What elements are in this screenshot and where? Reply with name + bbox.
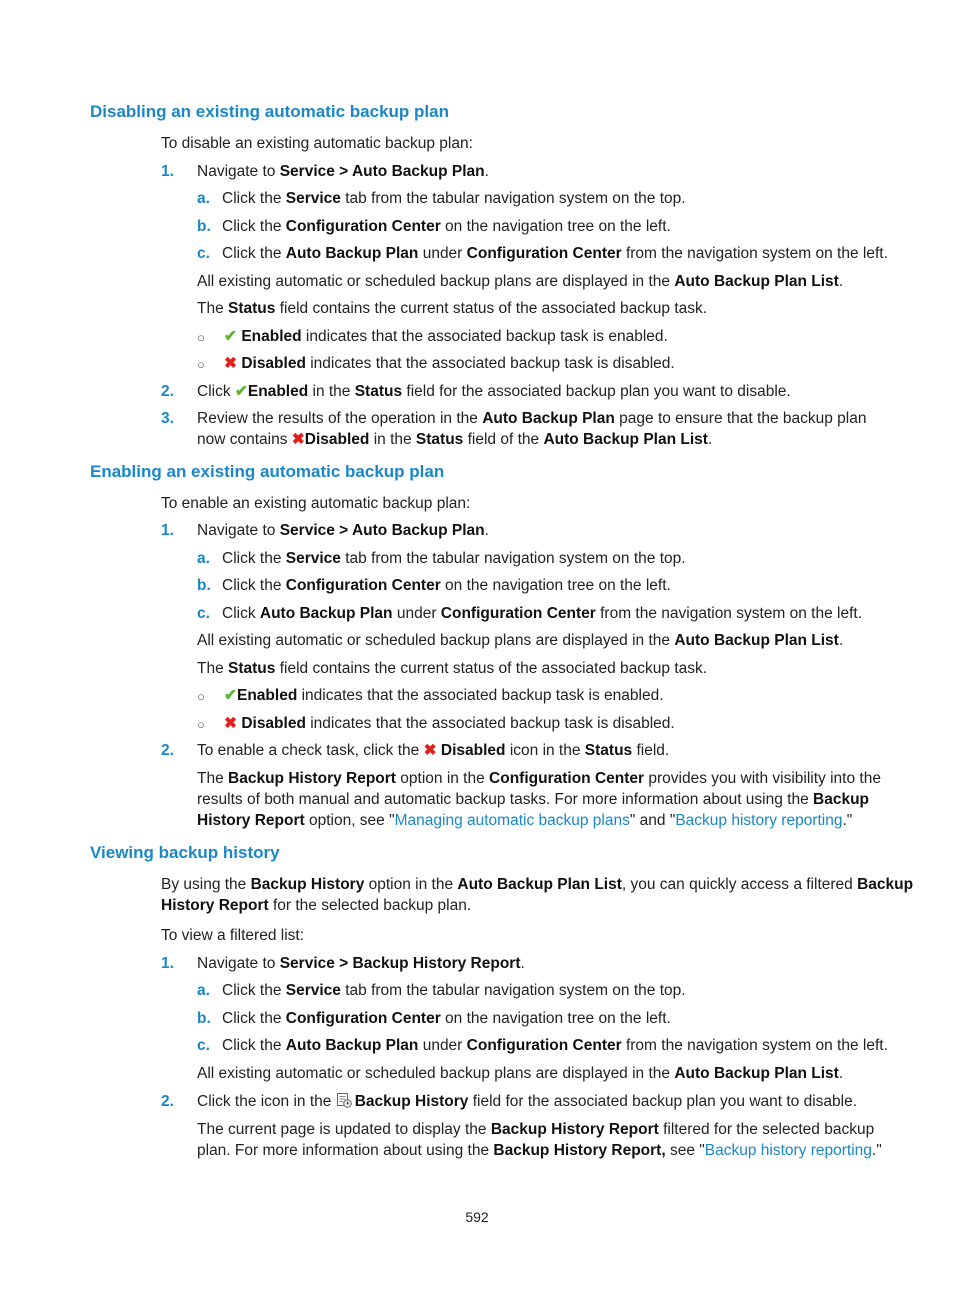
paragraph: The Status field contains the current status of the associated backup task.: [197, 660, 708, 677]
paragraph: All existing automatic or scheduled backup plans are displayed in the Auto Backup Plan List.: [197, 632, 844, 649]
step-number: 2.: [161, 1093, 174, 1110]
substep-a-text: Click the Service tab from the tabular navigation system on the top.: [222, 982, 686, 999]
step-number: 1.: [161, 522, 174, 539]
bullet-icon: ○: [197, 689, 205, 704]
substep-letter: a.: [197, 190, 210, 207]
substep-b-text: Click the Configuration Center on the navigation tree on the left.: [222, 1010, 671, 1027]
substep-c-text: Click the Auto Backup Plan under Configuration Center from the navigation system on the left.: [222, 245, 888, 262]
intro-text: To disable an existing automatic backup plan:: [161, 135, 473, 152]
step-1-text: Navigate to Service > Auto Backup Plan.: [197, 163, 489, 180]
paragraph: History Report for the selected backup plan.: [161, 897, 472, 914]
step-number: 2.: [161, 383, 174, 400]
substep-b-text: Click the Configuration Center on the navigation tree on the left.: [222, 218, 671, 235]
section-heading-enabling: Enabling an existing automatic backup plan: [90, 462, 445, 481]
substep-letter: c.: [197, 245, 210, 262]
cross-icon: ✖: [224, 715, 237, 732]
paragraph: By using the Backup History option in the Auto Backup Plan List, you can quickly access a filtered Backup: [161, 876, 914, 893]
cross-icon: ✖: [423, 742, 437, 759]
section-heading-viewing: Viewing backup history: [90, 843, 280, 862]
paragraph: All existing automatic or scheduled backup plans are displayed in the Auto Backup Plan List.: [197, 1065, 844, 1082]
bullet-enabled: ✔Enabled indicates that the associated backup task is enabled.: [224, 687, 664, 704]
bullet-icon: ○: [197, 330, 205, 345]
step-3-text-line2: now contains ✖Disabled in the Status field of the Auto Backup Plan List.: [197, 431, 713, 448]
paragraph: The Status field contains the current status of the associated backup task.: [197, 300, 708, 317]
substep-letter: b.: [197, 1010, 211, 1027]
substep-letter: a.: [197, 550, 210, 567]
step-1-text: Navigate to Service > Auto Backup Plan.: [197, 522, 489, 539]
paragraph: All existing automatic or scheduled backup plans are displayed in the Auto Backup Plan List.: [197, 273, 844, 290]
bullet-enabled: ✔ Enabled indicates that the associated backup task is enabled.: [224, 328, 668, 345]
bullet-icon: ○: [197, 717, 205, 732]
substep-a-text: Click the Service tab from the tabular navigation system on the top.: [222, 190, 686, 207]
paragraph: plan. For more information about using the Backup History Report, see "Backup history reporting.": [197, 1142, 882, 1159]
check-icon: ✔: [224, 328, 237, 345]
cross-icon: ✖: [291, 431, 305, 448]
substep-letter: b.: [197, 577, 211, 594]
substep-c-text: Click the Auto Backup Plan under Configuration Center from the navigation system on the left.: [222, 1037, 888, 1054]
check-icon: ✔: [234, 383, 248, 400]
check-icon: ✔: [224, 687, 237, 704]
section-heading-disabling: Disabling an existing automatic backup plan: [90, 102, 449, 121]
step-3-text-line1: Review the results of the operation in the Auto Backup Plan page to ensure that the backup plan: [197, 410, 867, 427]
substep-letter: b.: [197, 218, 211, 235]
link-managing-automatic-backup-plans[interactable]: Managing automatic backup plans: [394, 812, 630, 829]
bullet-disabled: ✖ Disabled indicates that the associated backup task is disabled.: [224, 355, 675, 372]
paragraph: The Backup History Report option in the Configuration Center provides you with visibility into the: [197, 770, 881, 787]
step-2-text: Click ✔Enabled in the Status field for the associated backup plan you want to disable.: [197, 383, 791, 400]
paragraph: The current page is updated to display the Backup History Report filtered for the selected backup: [197, 1121, 875, 1138]
substep-letter: c.: [197, 605, 210, 622]
step-2-text: To enable a check task, click the ✖ Disabled icon in the Status field.: [197, 742, 670, 759]
step-number: 1.: [161, 955, 174, 972]
page-number: 592: [465, 1209, 489, 1225]
step-number: 3.: [161, 410, 174, 427]
substep-c-text: Click Auto Backup Plan under Configuration Center from the navigation system on the left.: [222, 605, 863, 622]
step-number: 1.: [161, 163, 174, 180]
substep-letter: c.: [197, 1037, 210, 1054]
step-1-text: Navigate to Service > Backup History Report.: [197, 955, 525, 972]
substep-b-text: Click the Configuration Center on the navigation tree on the left.: [222, 577, 671, 594]
backup-history-icon: [336, 1092, 352, 1108]
paragraph: History Report option, see "Managing automatic backup plans" and "Backup history reporting.": [197, 812, 853, 829]
bullet-disabled: ✖ Disabled indicates that the associated backup task is disabled.: [224, 715, 675, 732]
paragraph: results of both manual and automatic backup tasks. For more information about using the Backup: [197, 791, 870, 808]
link-backup-history-reporting[interactable]: Backup history reporting: [704, 1142, 872, 1159]
substep-letter: a.: [197, 982, 210, 999]
intro-text: To enable an existing automatic backup plan:: [161, 495, 471, 512]
substep-a-text: Click the Service tab from the tabular navigation system on the top.: [222, 550, 686, 567]
step-2-text: Click the icon in the Backup History field for the associated backup plan you want to disable.: [197, 1093, 858, 1110]
paragraph: To view a filtered list:: [161, 927, 304, 944]
cross-icon: ✖: [224, 355, 237, 372]
link-backup-history-reporting[interactable]: Backup history reporting: [675, 812, 843, 829]
bullet-icon: ○: [197, 357, 205, 372]
step-number: 2.: [161, 742, 174, 759]
